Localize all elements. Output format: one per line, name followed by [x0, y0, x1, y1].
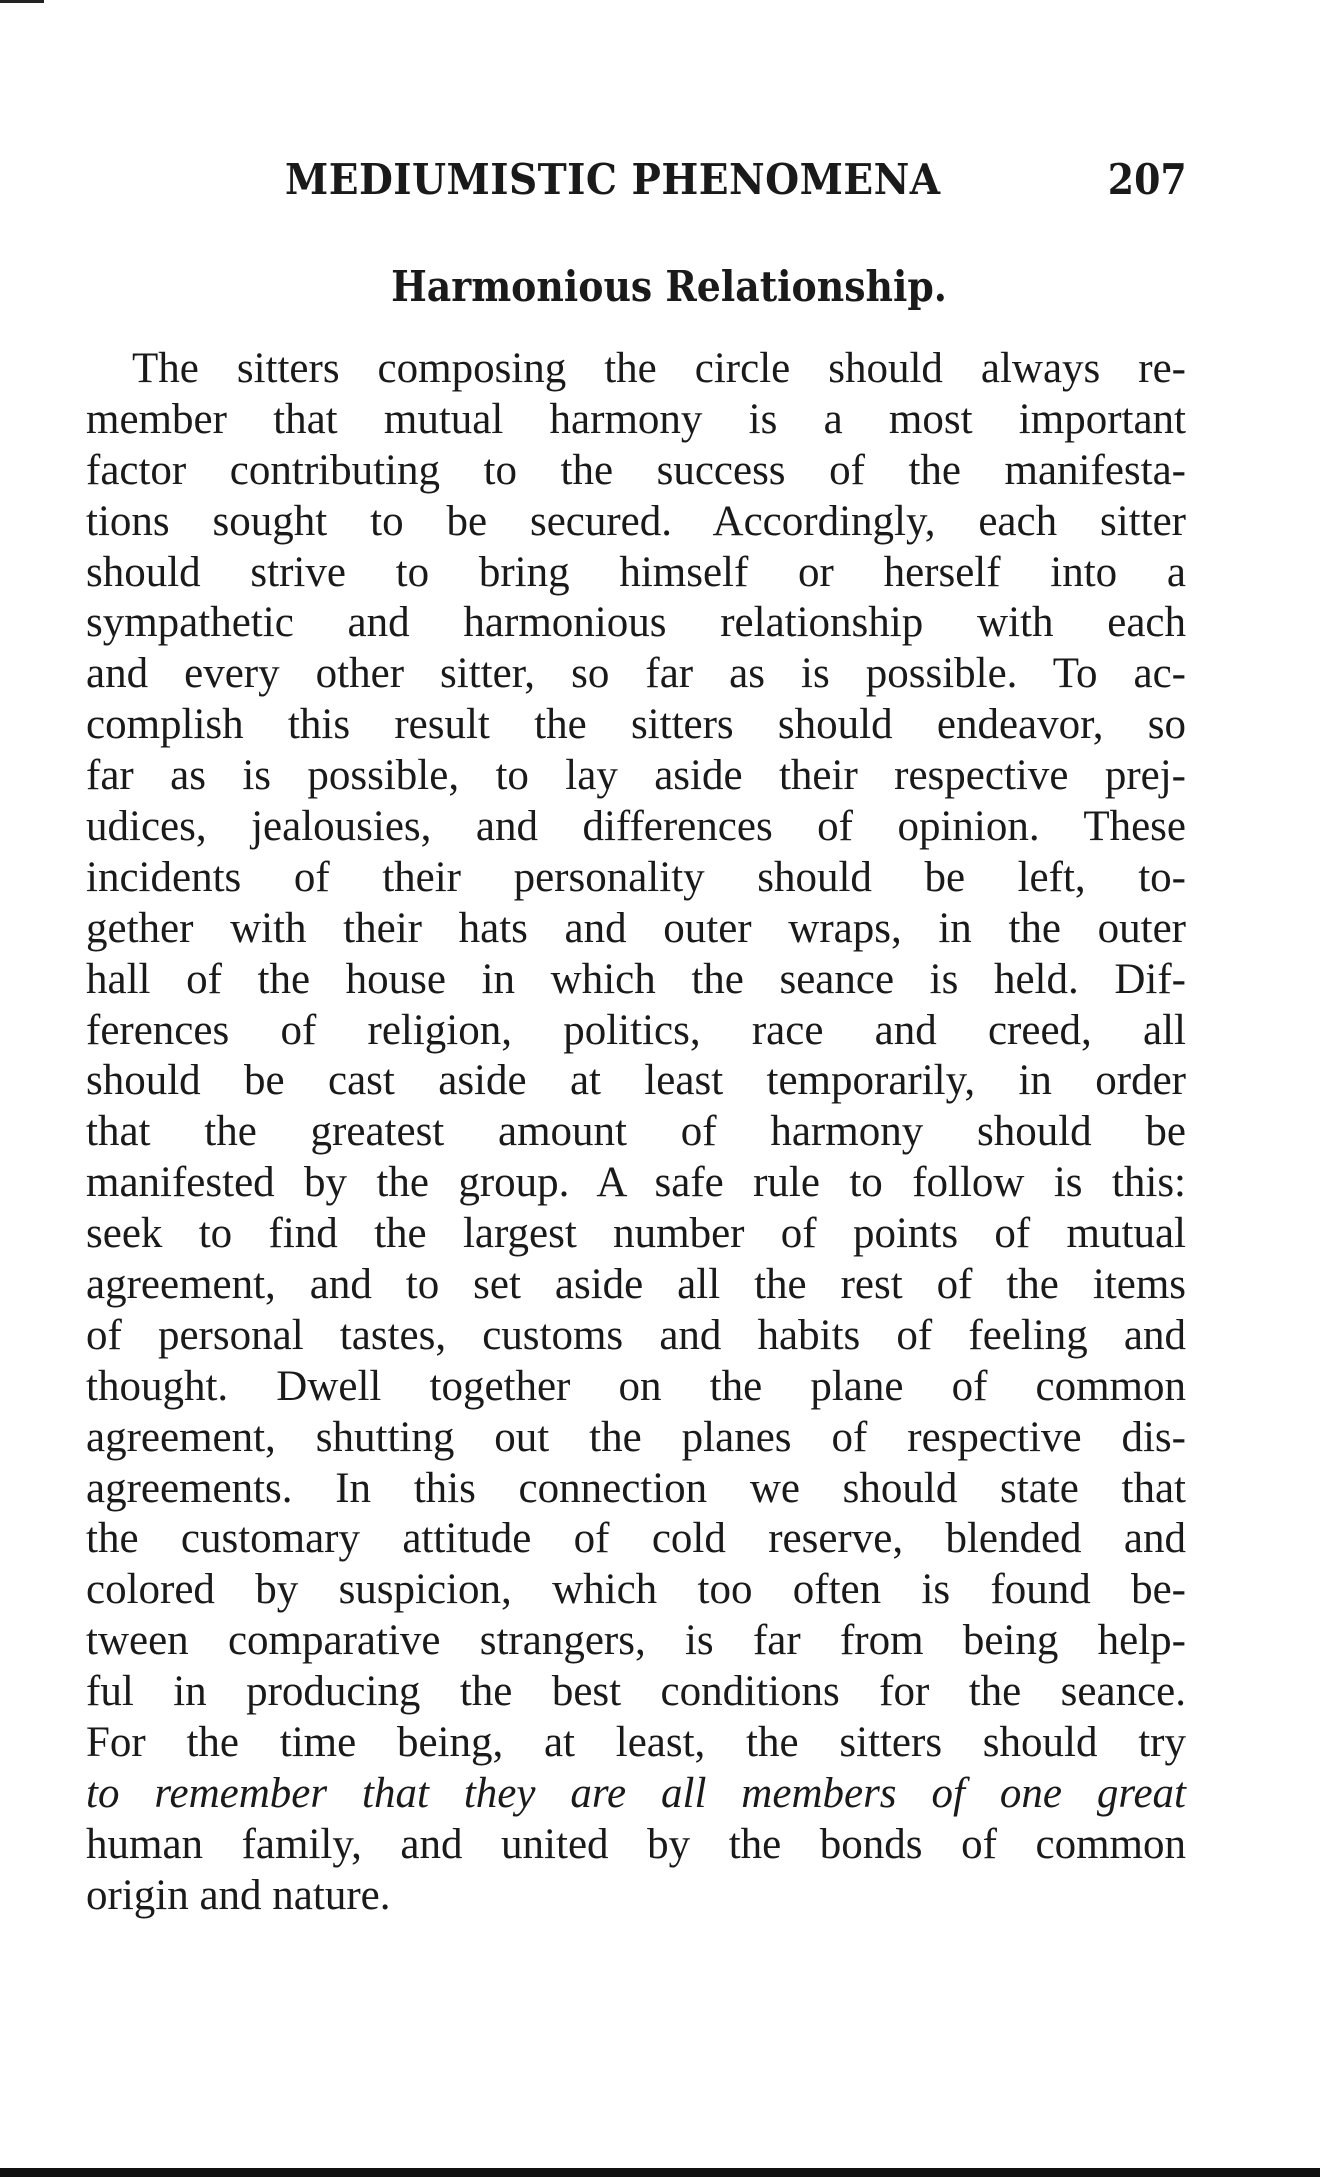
page-number: 207 — [1108, 155, 1187, 204]
page-header — [285, 155, 1187, 215]
text-line: the customary attitude of cold reserve, blended and — [86, 1515, 1186, 1563]
text-line: seek to find the largest number of points of mutual — [86, 1210, 1186, 1258]
text-line: hall of the house in which the seance is held. Dif- — [86, 955, 1186, 1003]
text-line: should strive to bring himself or herself into a — [86, 548, 1186, 596]
text-line: ferences of religion, politics, race and creed, all — [86, 1006, 1186, 1054]
text-line: ful in producing the best conditions for the seance. — [86, 1668, 1186, 1716]
text-line: The sitters composing the circle should always re- — [132, 345, 1186, 392]
text-line: incidents of their personality should be left, to- — [86, 853, 1186, 901]
text-line: agreements. In this connection we should state that — [86, 1464, 1186, 1512]
text-line: tions sought to be secured. Accordingly, each sitter — [86, 497, 1186, 545]
scan-corner-mark — [0, 0, 44, 3]
text-line: human family, and united by the bonds of common — [86, 1820, 1186, 1868]
text-line: sympathetic and harmonious relationship with each — [86, 599, 1186, 647]
text-line: factor contributing to the success of the manifesta- — [86, 446, 1186, 494]
text-line: to remember that they are all members of one great — [86, 1769, 1186, 1817]
text-line: of personal tastes, customs and habits of feeling and — [86, 1311, 1186, 1359]
text-line: complish this result the sitters should endeavor, so — [86, 701, 1186, 749]
text-line: agreement, and to set aside all the rest of the items — [86, 1261, 1186, 1309]
text-line: should be cast aside at least temporarily, in order — [86, 1057, 1186, 1105]
text-line: thought. Dwell together on the plane of common — [86, 1362, 1186, 1410]
text-line: udices, jealousies, and differences of opinion. These — [86, 803, 1186, 851]
text-line: that the greatest amount of harmony should be — [86, 1108, 1186, 1156]
section-heading: Harmonious Relationship. — [391, 262, 947, 311]
text-line: For the time being, at least, the sitters should try — [86, 1719, 1186, 1767]
text-line: far as is possible, to lay aside their respective prej- — [86, 752, 1186, 800]
text-line: member that mutual harmony is a most important — [86, 395, 1186, 443]
text-line: colored by suspicion, which too often is found be- — [86, 1566, 1186, 1614]
text-line: manifested by the group. A safe rule to follow is this: — [86, 1159, 1186, 1207]
body-paragraph — [86, 344, 1186, 1922]
text-line: agreement, shutting out the planes of respective dis- — [86, 1413, 1186, 1461]
text-line: and every other sitter, so far as is possible. To ac- — [86, 650, 1186, 698]
running-title: MEDIUMISTIC PHENOMENA — [285, 155, 941, 204]
text-line: origin and nature. — [86, 1871, 391, 1919]
text-line: tween comparative strangers, is far from being help- — [86, 1617, 1186, 1665]
bottom-rule — [0, 2168, 1320, 2177]
text-line: gether with their hats and outer wraps, in the outer — [86, 904, 1186, 952]
